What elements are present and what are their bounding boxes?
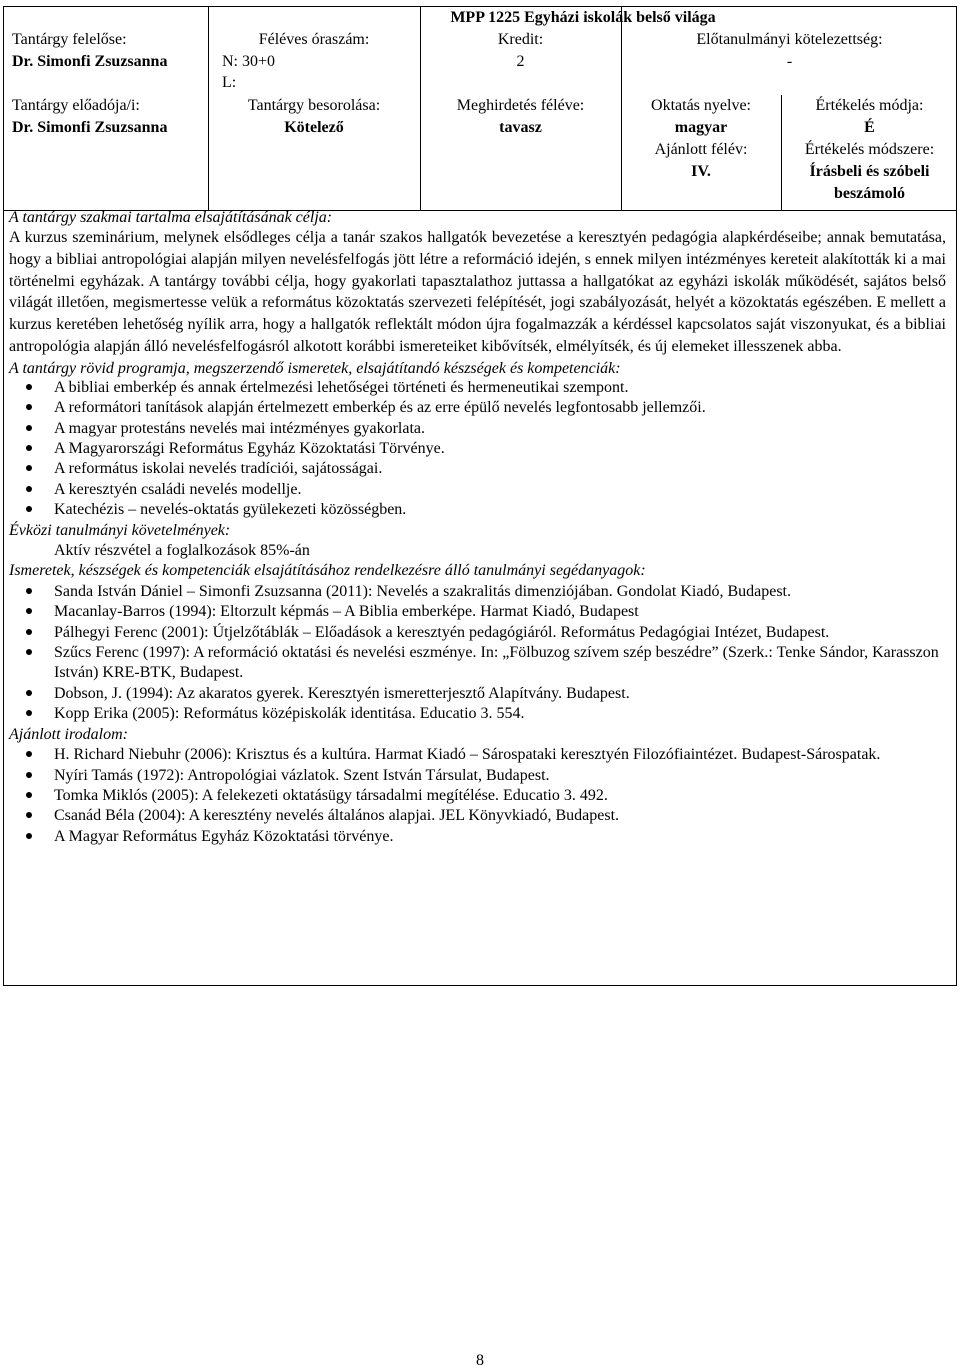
list-item: Kopp Erika (2005): Református középiskolák identitása. Educatio 3. 554.: [54, 704, 946, 724]
requirements-heading: Évközi tanulmányi követelmények:: [9, 521, 231, 539]
list-item: Pálhegyi Ferenc (2001): Útjelzőtáblák – Előadások a keresztyén pedagógiáról. Református Pedagógiai Intézet, Budapest.: [54, 623, 946, 643]
prereq-label: Előtanulmányi kötelezettség:: [696, 31, 883, 48]
classification-label: Tantárgy besorolása:: [247, 97, 381, 114]
evaluation-method-label: Értékelés módszere:: [804, 141, 935, 158]
semester-label: Meghirdetés féléve:: [456, 97, 585, 114]
list-item: A reformátori tanítások alapján értelmezett emberkép és az erre épülő nevelés legfontosabb jellemzői.: [54, 398, 946, 418]
list-item: A református iskolai nevelés tradíciói, sajátosságai.: [54, 459, 946, 479]
list-item: Katechézis – nevelés-oktatás gyülekezeti közösségben.: [54, 500, 946, 520]
materials-list: [9, 582, 946, 725]
evaluation-method-value-2: beszámoló: [833, 185, 906, 202]
list-item: Csanád Béla (2004): A keresztény nevelés általános alapjai. JEL Könyvkiadó, Budapest.: [54, 806, 946, 826]
program-heading: A tantárgy rövid programja, megszerzendő ismeretek, elsajátítandó készségek és kompetenciák:: [9, 359, 621, 377]
course-title: MPP 1225 Egyházi iskolák belső világa: [450, 9, 716, 26]
recommended-semester-label: Ajánlott félév:: [654, 141, 748, 158]
evaluation-method-value: Írásbeli és szóbeli: [809, 163, 930, 180]
goal-heading: A tantárgy szakmai tartalma elsajátításának célja:: [9, 209, 333, 226]
requirements-text: Aktív részvétel a foglalkozások 85%-án: [54, 542, 310, 560]
goal-text: A kurzus szeminárium, melynek elsődleges célja a tanár szakos hallgatók bevezetése a keresztyén pedagógia alapkérdéseibe; annak bemutatása, hogy a bibliai antropológiai alapján milyen nevelésfelfogás jött létre a reformáció idején, s ennek milyen intézményes kereteit alakították ki a mai történelmi egyházak. A tantárgy további célja, hogy gyakorlati tapasztalathoz juttassa a hallgatókat az egyházi iskolák működését, sajátos belső világát illetően, megismertesse velük a református közoktatás szervezeti felépítését, jogi szabályozását, helyét a közoktatás egészében. E mellett a kurzus keretében lehetőség nyílik arra, hogy a hallgatók reflektált módon újra fogalmazzák a kérdéssel kapcsolatos saját viszonyukat, és a bibliai antropológia alapján álló nevelésfelfogásról alkotott korábbi ismereteiket kibővítsék, elmélyítsék, és új elemeket illesszenek abba.: [9, 229, 946, 355]
list-item: A bibliai emberkép és annak értelmezési lehetőségei történeti és hermeneutikai szempont.: [54, 378, 946, 398]
list-item: Szűcs Ferenc (1997): A reformáció oktatási és nevelési eszménye. In: „Fölbuzog szívem szép beszédre” (Szerk.: Tenke Sándor, Karasszon István) KRE-BTK, Budapest.: [54, 643, 946, 684]
responsible-name: Dr. Simonfi Zsuzsanna: [12, 53, 168, 70]
recommended-list: [9, 745, 946, 847]
hours-label: Féléves óraszám:: [258, 31, 370, 48]
list-item: A keresztyén családi nevelés modellje.: [54, 480, 946, 500]
materials-heading: Ismeretek, készségek és kompetenciák elsajátításához rendelkezésre álló tanulmányi segédanyagok:: [9, 562, 646, 580]
program-list: [9, 378, 946, 521]
list-item: A Magyar Református Egyház Közoktatási törvénye.: [54, 827, 946, 847]
list-item: Nyíri Tamás (1972): Antropológiai vázlatok. Szent István Társulat, Budapest.: [54, 766, 946, 786]
recommended-semester-value: IV.: [691, 163, 711, 180]
list-item: A magyar protestáns nevelés mai intézményes gyakorlata.: [54, 419, 946, 439]
list-item: Dobson, J. (1994): Az akaratos gyerek. Keresztyén ismeretterjesztő Alapítvány. Budapest.: [54, 684, 946, 704]
credit-label: Kredit:: [497, 31, 544, 48]
credit-value: 2: [516, 53, 525, 70]
recommended-heading: Ajánlott irodalom:: [9, 725, 128, 743]
lecturer-name: Dr. Simonfi Zsuzsanna: [12, 119, 168, 136]
lecturer-label: Tantárgy előadója/i:: [12, 97, 140, 114]
semester-value: tavasz: [499, 119, 542, 136]
language-value: magyar: [674, 119, 728, 136]
hours-l: L:: [222, 74, 237, 91]
responsible-label: Tantárgy felelőse:: [12, 31, 127, 48]
page-number: 8: [476, 1352, 484, 1369]
language-label: Oktatás nyelve:: [651, 97, 751, 114]
hours-n: N: 30+0: [222, 53, 276, 70]
evaluation-label: Értékelés módja:: [815, 97, 924, 114]
list-item: Tomka Miklós (2005): A felekezeti oktatásügy társadalmi megítélése. Educatio 3. 492.: [54, 786, 946, 806]
course-content: [9, 208, 946, 847]
list-item: A Magyarországi Református Egyház Közoktatási Törvénye.: [54, 439, 946, 459]
classification-value: Kötelező: [284, 119, 344, 136]
list-item: H. Richard Niebuhr (2006): Krisztus és a kultúra. Harmat Kiadó – Sárospataki keresztyén Filozófiaintézet. Budapest-Sárospatak.: [54, 745, 946, 765]
evaluation-value: É: [864, 119, 875, 136]
list-item: Sanda István Dániel – Simonfi Zsuzsanna (2011): Nevelés a szakralitás dimenziójában. Gondolat Kiadó, Budapest.: [54, 582, 946, 602]
prereq-value: -: [786, 53, 793, 70]
list-item: Macanlay-Barros (1994): Eltorzult képmás – A Biblia emberképe. Harmat Kiadó, Budapest: [54, 602, 946, 622]
